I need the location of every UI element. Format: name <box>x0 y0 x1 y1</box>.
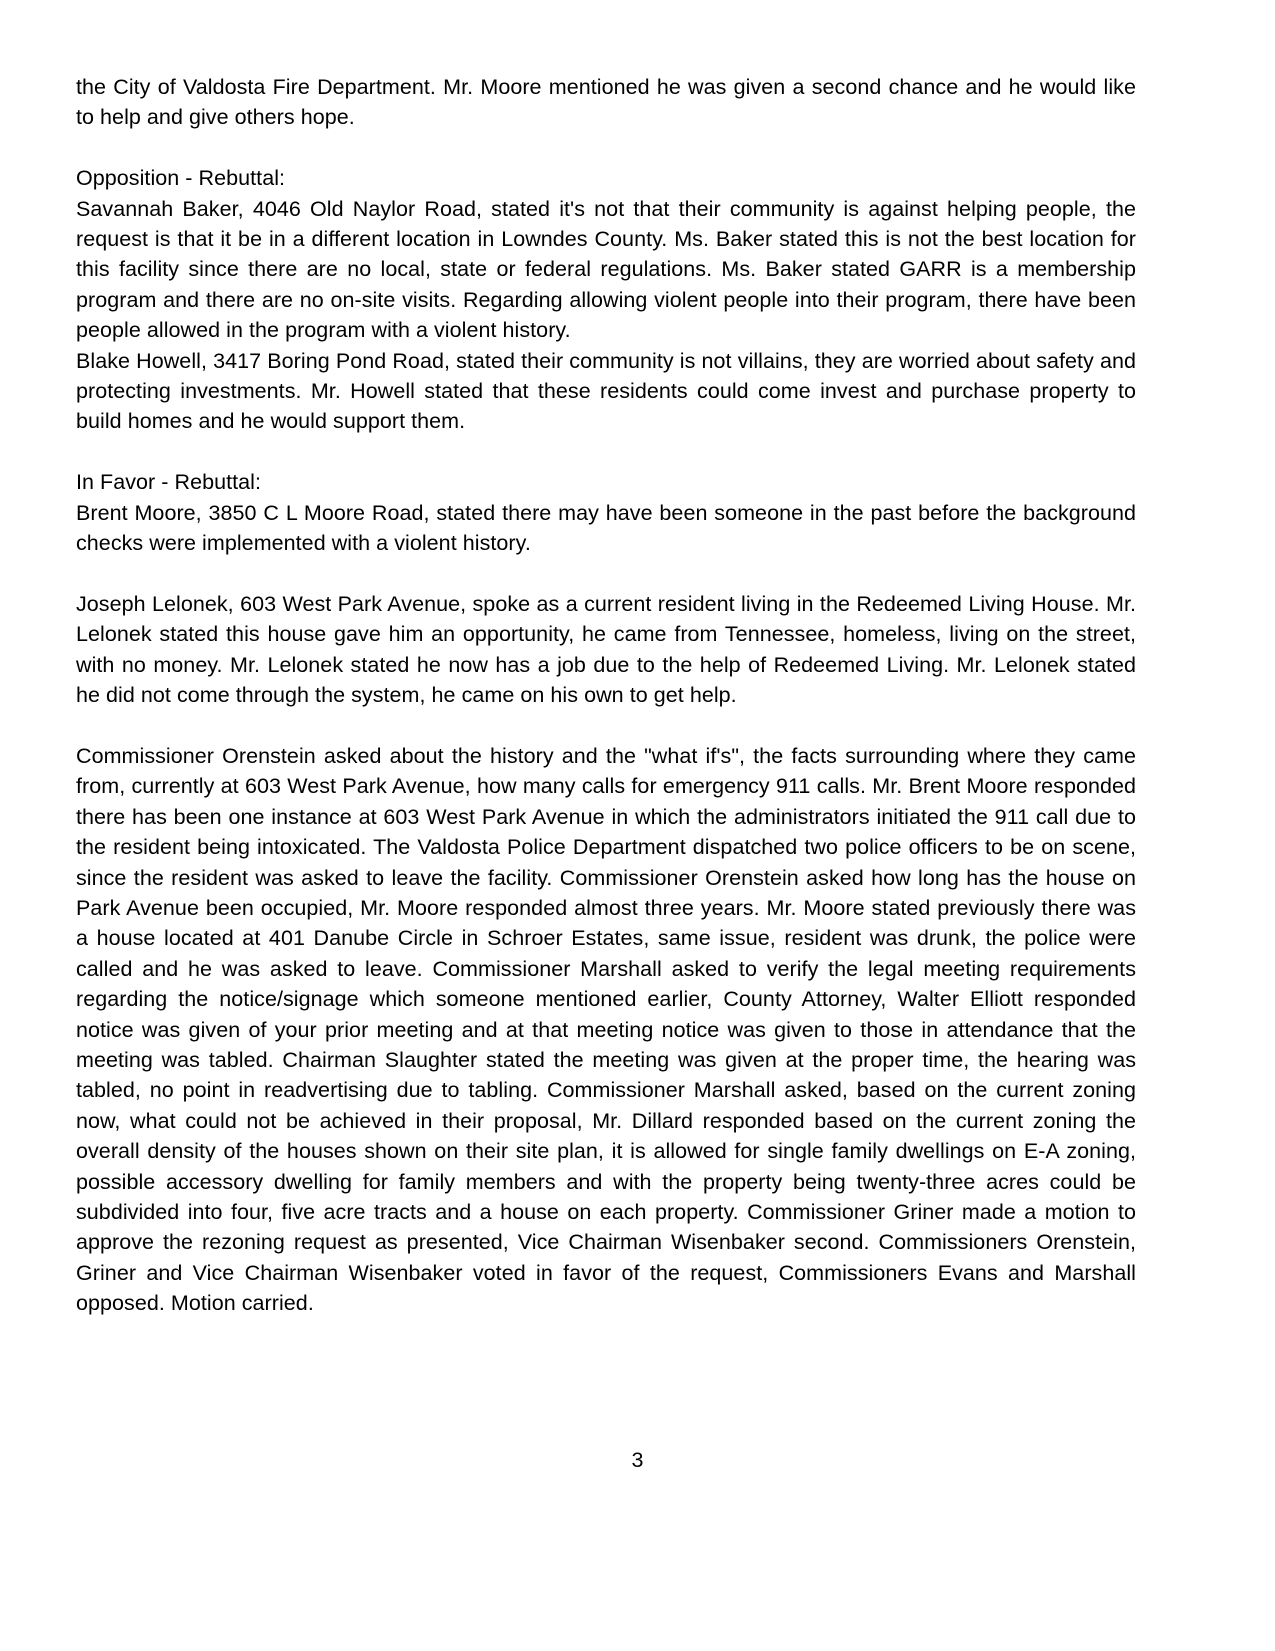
paragraph-spacer <box>76 558 1136 588</box>
paragraph-spacer <box>76 133 1136 163</box>
paragraph-spacer <box>76 437 1136 467</box>
page-number: 3 <box>631 1448 644 1472</box>
paragraph-joseph-lelonek: Joseph Lelonek, 603 West Park Avenue, spoke as a current resident living in the Redeemed Living House. Mr. Lelonek stated this house gave him an opportunity, he came from Tennessee, homeless, living on the street, with no money. Mr. Lelonek stated he now has a job due to the help of Redeemed Living. Mr. Lelonek stated he did not come through the system, he came on his own to get help. <box>76 591 1136 708</box>
paragraph-fire-department: the City of Valdosta Fire Department. Mr. Moore mentioned he was given a second chance and he would like to help and give others hope. <box>76 75 1136 130</box>
paragraph-commissioner-discussion: Commissioner Orenstein asked about the history and the "what if's", the facts surrounding where they came from, currently at 603 West Park Avenue, how many calls for emergency 911 calls. Mr. Brent Moore responded there has been one instance at 603 West Park Avenue in which the administrators initiated the 911 call due to the resident being intoxicated. The Valdosta Police Department dispatched two police officers to be on scene, since the resident was asked to leave the facility. Commissioner Orenstein asked how long has the house on Park Avenue been occupied, Mr. Moore responded almost three years. Mr. Moore stated previously there was a house located at 401 Danube Circle in Schroer Estates, same issue, resident was drunk, the police were called and he was asked to leave. Commissioner Marshall asked to verify the legal meeting requirements regarding the notice/signage which someone mentioned earlier, County Attorney, Walter Elliott responded notice was given of your prior meeting and at that meeting notice was given to those in attendance that the meeting was tabled. Chairman Slaughter stated the meeting was given at the proper time, the hearing was tabled, no point in readvertising due to tabling. Commissioner Marshall asked, based on the current zoning now, what could not be achieved in their proposal, Mr. Dillard responded based on the current zoning the overall density of the houses shown on their site plan, it is allowed for single family dwellings on E-A zoning, possible accessory dwelling for family members and with the property being twenty-three acres could be subdivided into four, five acre tracts and a house on each property. Commissioner Griner made a motion to approve the rezoning request as presented, Vice Chairman Wisenbaker second. Commissioners Orenstein, Griner and Vice Chairman Wisenbaker voted in favor of the request, Commissioners Evans and Marshall opposed. Motion carried. <box>76 743 1136 1316</box>
document-body <box>76 72 1136 1319</box>
heading-opposition-rebuttal: Opposition - Rebuttal: <box>76 166 286 191</box>
paragraph-brent-moore: Brent Moore, 3850 C L Moore Road, stated there may have been someone in the past before the background checks were implemented with a violent history. <box>76 500 1136 556</box>
paragraph-spacer <box>76 710 1136 740</box>
paragraph-savannah-baker: Savannah Baker, 4046 Old Naylor Road, stated it's not that their community is against helping people, the request is that it be in a different location in Lowndes County. Ms. Baker stated this is not the best location for this facility since there are no local, state or federal regulations. Ms. Baker stated GARR is a membership program and there are no on-site visits. Regarding allowing violent people into their program, there have been people allowed in the program with a violent history. <box>76 196 1136 343</box>
paragraph-blake-howell: Blake Howell, 3417 Boring Pond Road, stated their community is not villains, they are worried about safety and protecting investments. Mr. Howell stated that these residents could come invest and purchase property to build homes and he would support them. <box>76 348 1136 434</box>
heading-in-favor-rebuttal: In Favor - Rebuttal: <box>76 470 262 495</box>
